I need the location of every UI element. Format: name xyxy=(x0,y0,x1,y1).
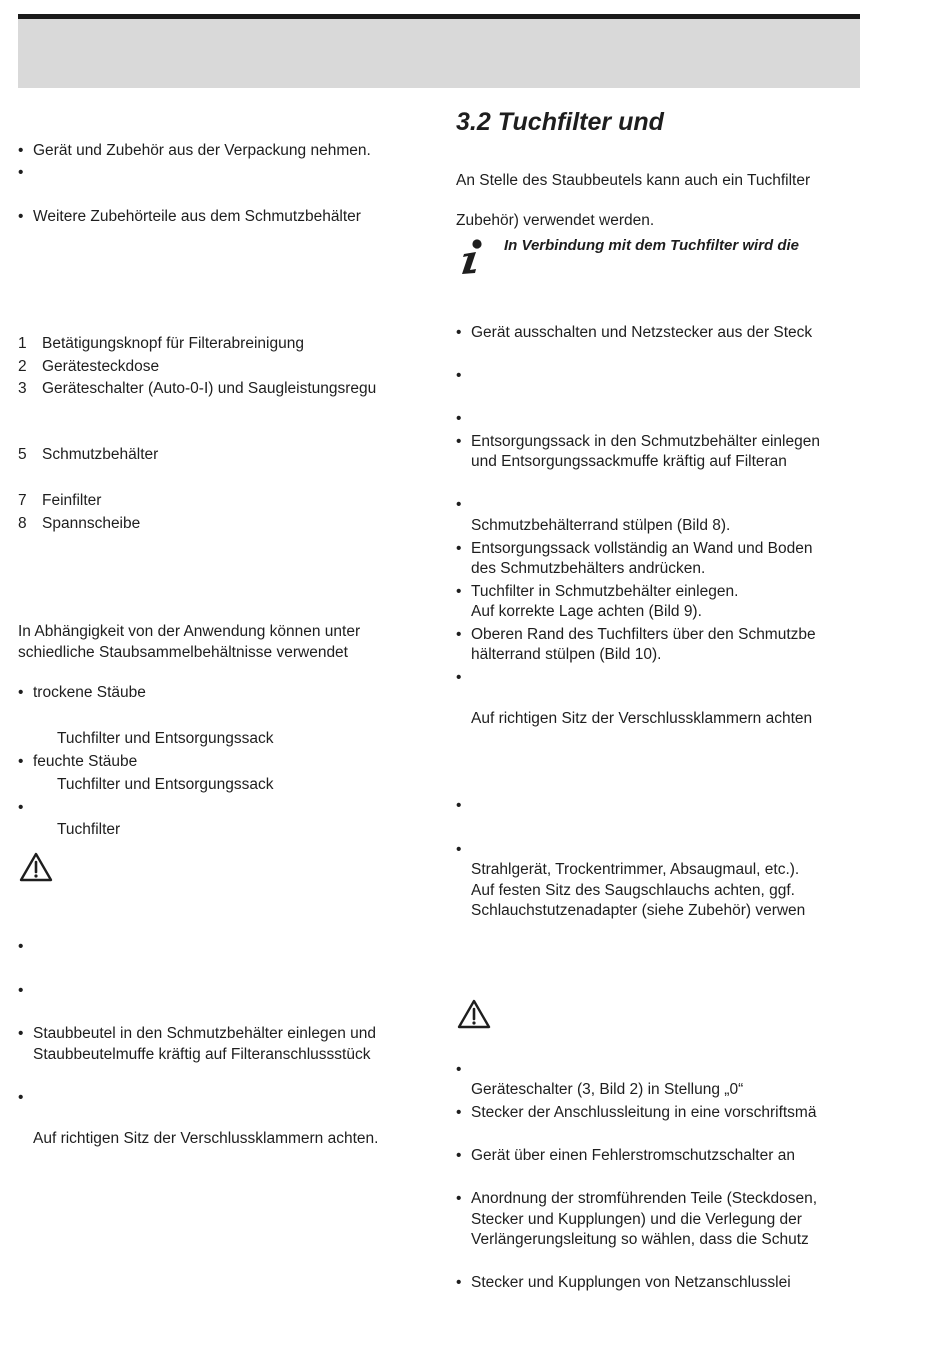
unpack-step-3: Weitere Zubehörteile aus dem Schmutzbehälter xyxy=(33,208,361,225)
connect-step-cont: Auf festen Sitz des Saugschlauchs achten, ggf. xyxy=(471,882,795,899)
part-label: Spannscheibe xyxy=(42,515,141,532)
power-step-cont: Stecker und Kupplungen) und die Verlegung der xyxy=(471,1211,802,1228)
connect-step-cont: Strahlgerät, Trockentrimmer, Absaugmaul, etc.). xyxy=(471,861,800,878)
part-number: 3 xyxy=(18,380,27,397)
bag-step: Staubbeutel in den Schmutzbehälter einlegen und xyxy=(33,1025,376,1042)
cloth-filter-step: Entsorgungssack vollständig an Wand und Boden xyxy=(471,540,813,557)
bullet: • xyxy=(456,1190,462,1207)
bullet: • xyxy=(456,433,462,450)
bullet: • xyxy=(456,1274,462,1291)
intro-text-line-2: schiedliche Staubsammelbehältnisse verwendet xyxy=(18,644,348,661)
cloth-filter-step: Entsorgungssack in den Schmutzbehälter einlegen xyxy=(471,433,820,450)
cloth-filter-step-cont: des Schmutzbehälters andrücken. xyxy=(471,560,706,577)
bag-step-cont: Staubbeutelmuffe kräftig auf Filteranschlussstück xyxy=(33,1046,371,1063)
intro-text-line-1: In Abhängigkeit von der Anwendung können unter xyxy=(18,623,361,640)
bullet: • xyxy=(456,626,462,643)
bullet: • xyxy=(18,982,24,999)
bullet: • xyxy=(18,1025,24,1042)
intro-paragraph-line-1: An Stelle des Staubbeutels kann auch ein Tuchfilter xyxy=(456,172,811,189)
dust-container: Tuchfilter xyxy=(57,821,121,838)
cloth-filter-step-cont: Auf korrekte Lage achten (Bild 9). xyxy=(471,603,702,620)
bullet: • xyxy=(456,1147,462,1164)
bullet: • xyxy=(456,1061,462,1078)
bullet: • xyxy=(456,367,462,384)
part-number: 7 xyxy=(18,492,27,509)
bullet: • xyxy=(456,540,462,557)
cloth-filter-step: Oberen Rand des Tuchfilters über den Schmutzbe xyxy=(471,626,816,643)
cloth-filter-step-cont: hälterrand stülpen (Bild 10). xyxy=(471,646,662,663)
cloth-filter-step-cont: Auf richtigen Sitz der Verschlussklammern achten xyxy=(471,710,813,727)
bullet: • xyxy=(18,1089,24,1106)
part-number: 5 xyxy=(18,446,27,463)
warning-triangle-icon xyxy=(456,998,492,1030)
power-step-cont: Geräteschalter (3, Bild 2) in Stellung „0“ xyxy=(471,1081,744,1098)
part-label: Betätigungsknopf für Filterabreinigung xyxy=(42,335,304,352)
dust-type: trockene Stäube xyxy=(33,684,146,701)
connect-step-cont: Schlauchstutzenadapter (siehe Zubehör) verwen xyxy=(471,902,806,919)
bullet: • xyxy=(18,142,24,159)
bullet: • xyxy=(18,938,24,955)
bullet: • xyxy=(456,324,462,341)
section-heading: 3.2 Tuchfilter und xyxy=(456,108,664,136)
dust-type: feuchte Stäube xyxy=(33,753,138,770)
bullet: • xyxy=(456,1104,462,1121)
dust-container: Tuchfilter und Entsorgungssack xyxy=(57,776,274,793)
part-label: Feinfilter xyxy=(42,492,102,509)
power-step: Gerät über einen Fehlerstromschutzschalter an xyxy=(471,1147,795,1164)
bullet: • xyxy=(456,583,462,600)
intro-paragraph-line-2: Zubehör) verwendet werden. xyxy=(456,212,655,229)
bullet: • xyxy=(456,410,462,427)
bullet: • xyxy=(456,669,462,686)
dust-container: Tuchfilter und Entsorgungssack xyxy=(57,730,274,747)
bullet: • xyxy=(18,753,24,770)
part-number: 8 xyxy=(18,515,27,532)
bag-step-cont: Auf richtigen Sitz der Verschlussklammern achten. xyxy=(33,1130,379,1147)
bullet: • xyxy=(18,164,24,181)
part-label: Geräteschalter (Auto-0-I) und Saugleistungsregu xyxy=(42,380,377,397)
info-note: In Verbindung mit dem Tuchfilter wird die xyxy=(504,237,800,254)
bullet: • xyxy=(18,799,24,816)
part-number: 2 xyxy=(18,358,27,375)
power-step-cont: Verlängerungsleitung so wählen, dass die Schutz xyxy=(471,1231,809,1248)
info-icon xyxy=(458,238,488,276)
bullet: • xyxy=(18,208,24,225)
cloth-filter-step-cont: und Entsorgungssackmuffe kräftig auf Filteran xyxy=(471,453,787,470)
header-banner xyxy=(18,19,860,88)
part-number: 1 xyxy=(18,335,27,352)
cloth-filter-step: Tuchfilter in Schmutzbehälter einlegen. xyxy=(471,583,739,600)
part-label: Schmutzbehälter xyxy=(42,446,159,463)
power-step: Stecker der Anschlussleitung in eine vorschriftsmä xyxy=(471,1104,817,1121)
cloth-filter-step: Gerät ausschalten und Netzstecker aus der Steck xyxy=(471,324,813,341)
part-label: Gerätesteckdose xyxy=(42,358,160,375)
cloth-filter-step-cont: Schmutzbehälterrand stülpen (Bild 8). xyxy=(471,517,731,534)
power-step: Stecker und Kupplungen von Netzanschlusslei xyxy=(471,1274,791,1291)
warning-triangle-icon xyxy=(18,851,54,883)
power-step: Anordnung der stromführenden Teile (Steckdosen, xyxy=(471,1190,818,1207)
bullet: • xyxy=(456,841,462,858)
bullet: • xyxy=(456,797,462,814)
bullet: • xyxy=(18,684,24,701)
unpack-step-1: Gerät und Zubehör aus der Verpackung nehmen. xyxy=(33,142,371,159)
bullet: • xyxy=(456,496,462,513)
